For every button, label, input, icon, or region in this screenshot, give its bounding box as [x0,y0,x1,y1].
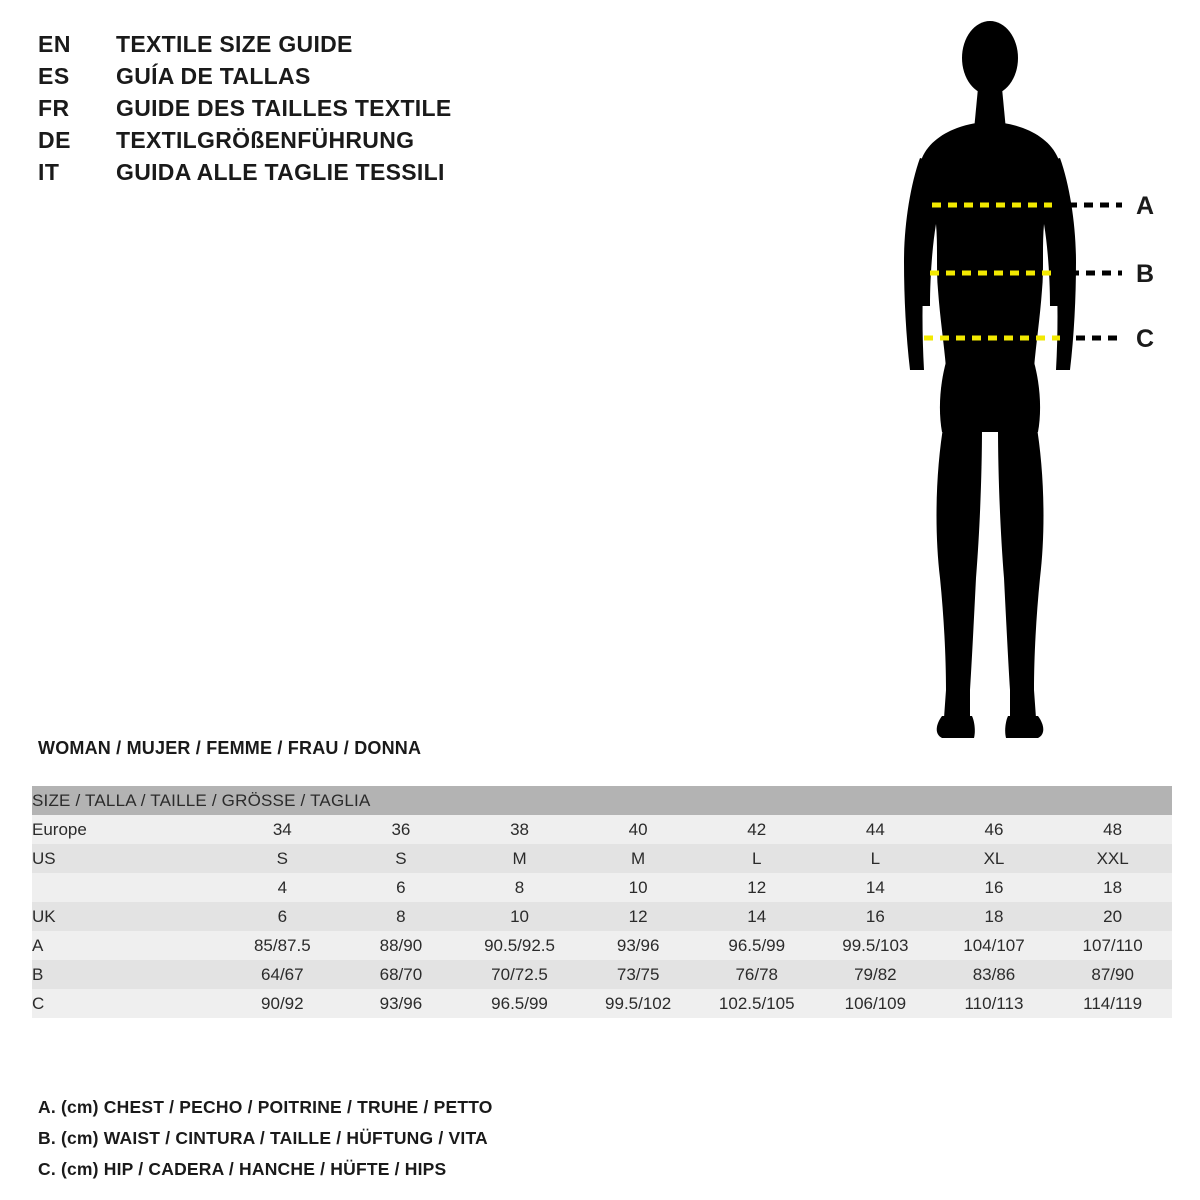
measurement-legend [38,1092,738,1185]
table-cell: 96.5/99 [697,931,816,960]
table-cell: 106/109 [816,989,935,1018]
table-cell: 12 [579,902,698,931]
body-silhouette-icon [860,18,1190,748]
table-row [32,902,1172,931]
table-cell: XL [935,844,1054,873]
table-cell: 12 [697,873,816,902]
table-cell: 6 [223,902,342,931]
title-text: GUÍA DE TALLAS [116,63,311,89]
table-cell: 87/90 [1053,960,1172,989]
table-cell: 38 [460,815,579,844]
table-cell: L [697,844,816,873]
title-language-code: IT [38,159,60,185]
table-cell: 93/96 [579,931,698,960]
table-cell: 14 [816,873,935,902]
title-text: GUIDA ALLE TAGLIE TESSILI [116,159,445,185]
table-cell: 16 [935,873,1054,902]
title-language-code: DE [38,127,71,153]
table-cell: 34 [223,815,342,844]
table-cell: 20 [1053,902,1172,931]
table-cell: 40 [579,815,698,844]
section-label-woman: WOMAN / MUJER / FEMME / FRAU / DONNA [38,738,422,758]
table-cell: 107/110 [1053,931,1172,960]
title-language-code: FR [38,95,70,121]
table-cell: 42 [697,815,816,844]
table-header-label: SIZE / TALLA / TAILLE / GRÖSSE / TAGLIA [32,786,1172,815]
table-row [32,960,1172,989]
table-cell: 73/75 [579,960,698,989]
table-cell: 99.5/102 [579,989,698,1018]
title-row [38,156,678,188]
row-label [32,873,223,902]
table-cell: XXL [1053,844,1172,873]
table-cell: 85/87.5 [223,931,342,960]
table-row [32,844,1172,873]
table-cell: 18 [1053,873,1172,902]
table-cell: 96.5/99 [460,989,579,1018]
row-label: A [32,931,223,960]
table-cell: 88/90 [342,931,461,960]
table-cell: 8 [460,873,579,902]
legend-waist: B. (cm) WAIST / CINTURA / TAILLE / HÜFTUNG / VITA [38,1128,488,1148]
size-chart-table [32,786,1172,1018]
size-guide-title-block [38,28,678,188]
row-label: C [32,989,223,1018]
hip-measure-label: C [1136,325,1155,353]
table-row [32,931,1172,960]
table-cell: 6 [342,873,461,902]
table-cell: 114/119 [1053,989,1172,1018]
title-row [38,60,678,92]
title-text: GUIDE DES TAILLES TEXTILE [116,95,452,121]
table-cell: 8 [342,902,461,931]
table-cell: 90.5/92.5 [460,931,579,960]
table-cell: 76/78 [697,960,816,989]
table-cell: 46 [935,815,1054,844]
title-text: TEXTILGRÖßENFÜHRUNG [116,127,415,153]
chest-measure-label: A [1136,192,1155,220]
table-cell: 48 [1053,815,1172,844]
table-header-row [32,786,1172,815]
table-cell: 44 [816,815,935,844]
title-row [38,124,678,156]
table-cell: 10 [460,902,579,931]
table-cell: 68/70 [342,960,461,989]
table-cell: 18 [935,902,1054,931]
legend-chest: A. (cm) CHEST / PECHO / POITRINE / TRUHE / PETTO [38,1097,493,1117]
table-cell: 10 [579,873,698,902]
row-label: UK [32,902,223,931]
row-label: Europe [32,815,223,844]
table-cell: 99.5/103 [816,931,935,960]
waist-measure-label: B [1136,260,1155,288]
row-label: B [32,960,223,989]
title-text: TEXTILE SIZE GUIDE [116,31,353,57]
table-cell: 102.5/105 [697,989,816,1018]
table-cell: 79/82 [816,960,935,989]
legend-hip: C. (cm) HIP / CADERA / HANCHE / HÜFTE / HIPS [38,1159,447,1179]
table-cell: M [579,844,698,873]
table-cell: S [223,844,342,873]
table-cell: S [342,844,461,873]
title-language-code: ES [38,63,70,89]
table-cell: 70/72.5 [460,960,579,989]
title-row [38,28,678,60]
table-cell: 104/107 [935,931,1054,960]
title-language-code: EN [38,31,71,57]
table-cell: 93/96 [342,989,461,1018]
table-row [32,815,1172,844]
table-cell: 14 [697,902,816,931]
table-cell: M [460,844,579,873]
table-cell: 110/113 [935,989,1054,1018]
title-row [38,92,678,124]
table-cell: 83/86 [935,960,1054,989]
female-body-figure [860,18,1190,748]
table-cell: 64/67 [223,960,342,989]
table-cell: L [816,844,935,873]
row-label: US [32,844,223,873]
table-row [32,989,1172,1018]
table-row [32,873,1172,902]
table-cell: 4 [223,873,342,902]
table-cell: 16 [816,902,935,931]
table-cell: 90/92 [223,989,342,1018]
table-cell: 36 [342,815,461,844]
